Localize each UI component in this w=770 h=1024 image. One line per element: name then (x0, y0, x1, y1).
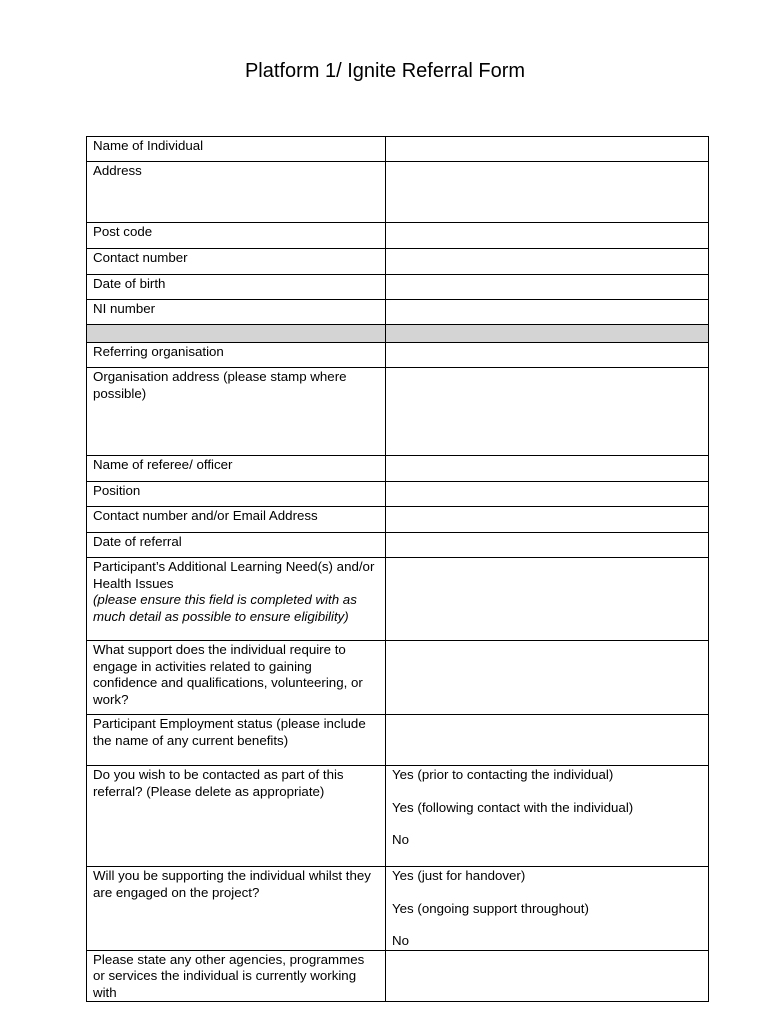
referral-form-table (86, 136, 709, 1002)
field-learning-need[interactable] (386, 558, 709, 641)
field-contact-number[interactable] (386, 249, 709, 275)
label-ref-org: Referring organisation (87, 343, 386, 368)
row-learning-need (87, 558, 709, 641)
field-address[interactable] (386, 162, 709, 223)
row-employment (87, 715, 709, 766)
option-contacted-following[interactable]: Yes (following contact with the individual) (392, 799, 634, 815)
label-supporting: Will you be supporting the individual whilst they are engaged on the project? (87, 867, 386, 951)
field-name[interactable] (386, 137, 709, 162)
row-agencies (87, 950, 709, 1002)
row-org-address (87, 368, 709, 456)
field-employment[interactable] (386, 715, 709, 766)
options-contacted (386, 766, 709, 867)
label-address: Address (87, 162, 386, 223)
label-support: What support does the individual require to engage in activities related to gaining confidence and qualifications, volunteering, or work? (87, 641, 386, 715)
row-address (87, 162, 709, 223)
row-supporting (87, 867, 709, 951)
field-dob[interactable] (386, 275, 709, 300)
field-date-referral[interactable] (386, 533, 709, 558)
option-supporting-ongoing[interactable]: Yes (ongoing support throughout) (392, 900, 589, 916)
field-ni[interactable] (386, 300, 709, 325)
row-dob (87, 275, 709, 300)
learning-need-hint: (please ensure this field is completed with as much detail as possible to ensure eligibility) (93, 592, 357, 624)
row-contact-number (87, 249, 709, 275)
field-support[interactable] (386, 641, 709, 715)
field-postcode[interactable] (386, 223, 709, 249)
row-contact-email (87, 507, 709, 533)
label-contacted: Do you wish to be contacted as part of this referral? (Please delete as appropriate) (87, 766, 386, 867)
label-agencies: Please state any other agencies, programmes or services the individual is currently working with (87, 950, 386, 1002)
field-agencies[interactable] (386, 950, 709, 1002)
row-date-referral (87, 533, 709, 558)
learning-need-text: Participant’s Additional Learning Need(s) and/or Health Issues (93, 559, 375, 591)
label-ni: NI number (87, 300, 386, 325)
label-contact-number: Contact number (87, 249, 386, 275)
label-name: Name of Individual (87, 137, 386, 162)
row-divider (87, 325, 709, 343)
row-name (87, 137, 709, 162)
field-referee[interactable] (386, 456, 709, 482)
label-position: Position (87, 482, 386, 507)
page-title: Platform 1/ Ignite Referral Form (244, 60, 526, 82)
label-org-address: Organisation address (please stamp where possible) (87, 368, 386, 456)
option-supporting-handover[interactable]: Yes (just for handover) (392, 868, 526, 883)
label-postcode: Post code (87, 223, 386, 249)
row-support (87, 641, 709, 715)
field-contact-email[interactable] (386, 507, 709, 533)
option-contacted-no[interactable]: No (392, 832, 409, 847)
label-employment: Participant Employment status (please include the name of any current benefits) (87, 715, 386, 766)
row-ref-org (87, 343, 709, 368)
row-referee (87, 456, 709, 482)
label-referee: Name of referee/ officer (87, 456, 386, 482)
row-contacted (87, 766, 709, 867)
row-position (87, 482, 709, 507)
row-ni (87, 300, 709, 325)
field-ref-org[interactable] (386, 343, 709, 368)
row-postcode (87, 223, 709, 249)
option-supporting-no[interactable]: No (392, 933, 409, 948)
label-date-referral: Date of referral (87, 533, 386, 558)
divider-right (386, 325, 709, 343)
label-learning-need (87, 558, 386, 641)
divider-left (87, 325, 386, 343)
label-contact-email: Contact number and/or Email Address (87, 507, 386, 533)
option-contacted-prior[interactable]: Yes (prior to contacting the individual) (392, 767, 614, 782)
field-org-address[interactable] (386, 368, 709, 456)
options-supporting (386, 867, 709, 951)
label-dob: Date of birth (87, 275, 386, 300)
field-position[interactable] (386, 482, 709, 507)
